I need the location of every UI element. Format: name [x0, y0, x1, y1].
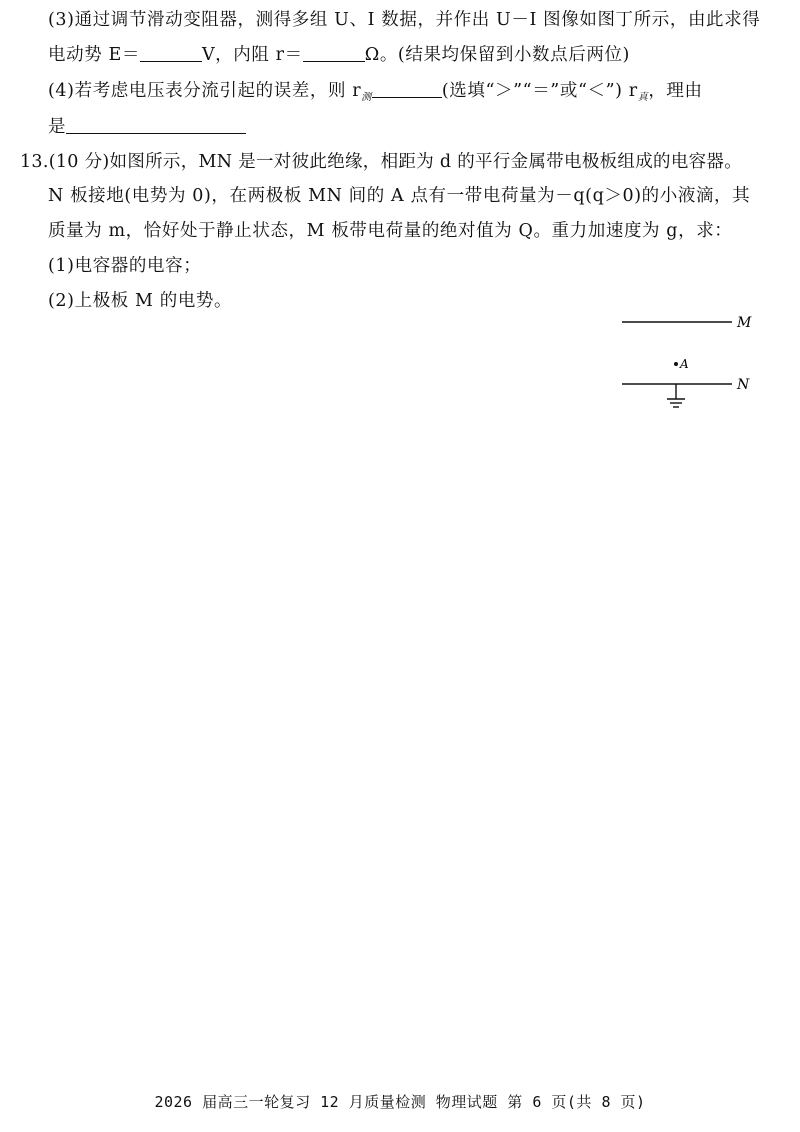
resistance-label: V，内阻 r＝: [201, 45, 303, 65]
q12-part4-line1: [48, 79, 768, 110]
plate-m-label: M: [737, 315, 752, 331]
capacitor-diagram: [600, 300, 780, 430]
q13-subquestion-1: (1)电容器的电容；: [48, 256, 202, 276]
ground-symbol-icon: [667, 384, 685, 407]
comparison-answer-blank[interactable]: [372, 79, 442, 98]
point-a-dot: [674, 362, 678, 366]
reason-label: ，理由: [648, 81, 703, 101]
subscript-measured: 测: [361, 92, 372, 103]
q13-line2: N 板接地(电势为 0)，在两极板 MN 间的 A 点有一带电荷量为－q(q＞0)的小液滴，其: [48, 186, 751, 206]
q12-part4-line2: [48, 115, 768, 139]
reason-answer-blank[interactable]: [66, 115, 246, 134]
emf-label: 电动势 E＝: [48, 45, 140, 65]
q12-part3-line2: [48, 43, 768, 67]
q13-line3: 质量为 m，恰好处于静止状态，M 板带电荷量的绝对值为 Q。重力加速度为 g，求：: [48, 221, 733, 241]
q13-line1: 13.(10 分)如图所示，MN 是一对彼此绝缘，相距为 d 的平行金属带电极板组成的电容器。: [20, 152, 743, 172]
reason-prefix: 是: [48, 117, 67, 137]
page-footer: 2026 届高三一轮复习 12 月质量检测 物理试题 第 6 页(共 8 页): [154, 1093, 646, 1111]
q13-subquestion-2: (2)上极板 M 的电势。: [48, 291, 233, 311]
error-question-text: (4)若考虑电压表分流引起的误差，则 r: [48, 81, 362, 101]
subscript-true: 真: [637, 92, 649, 103]
comparison-options: (选填“＞”“＝”或“＜”) r: [441, 81, 638, 101]
point-a-label: A: [680, 357, 689, 371]
internal-resistance-answer-blank[interactable]: [303, 43, 365, 62]
q12-part3-line1: (3)通过调节滑动变阻器，测得多组 U、I 数据，并作出 U－I 图像如图丁所示，由此求得: [48, 10, 761, 30]
plate-n-label: N: [737, 377, 750, 393]
emf-answer-blank[interactable]: [140, 43, 202, 62]
units-note: Ω。(结果均保留到小数点后两位): [364, 45, 630, 65]
